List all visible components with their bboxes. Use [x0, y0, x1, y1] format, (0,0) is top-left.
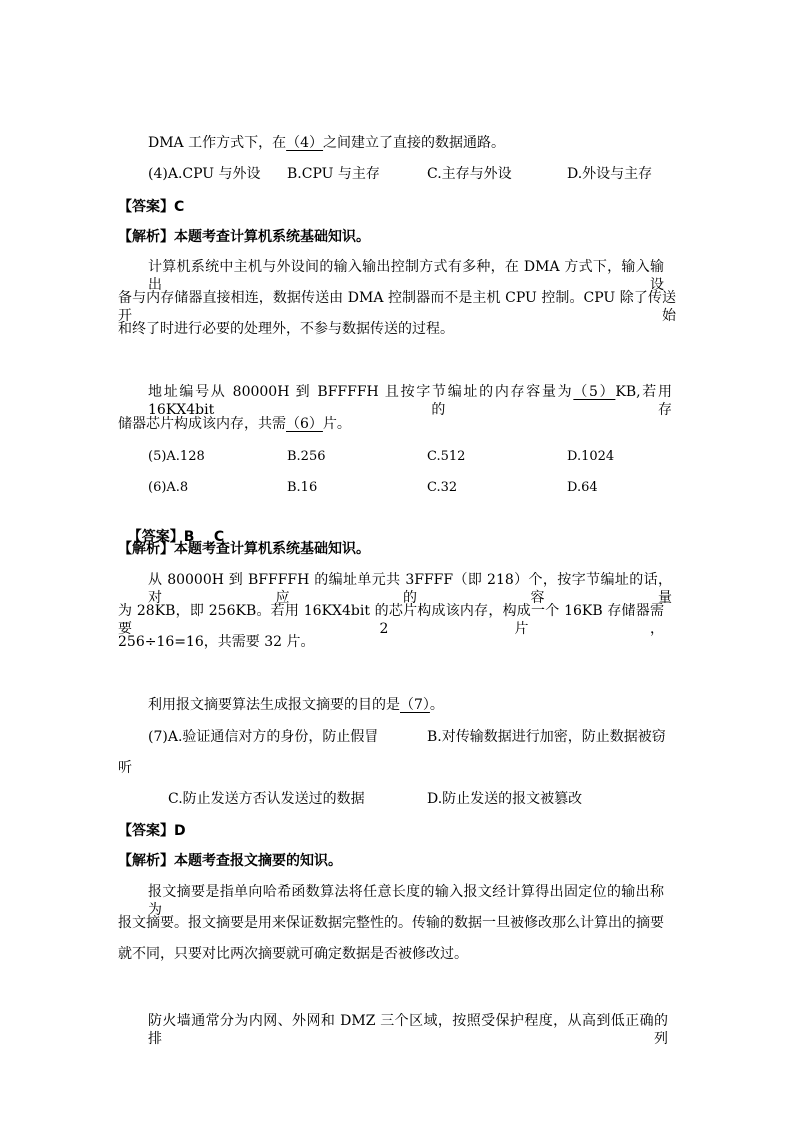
answer-3: 【答案】D — [118, 823, 186, 839]
option-6b: B.16 — [287, 480, 318, 495]
blank-5: （5） — [573, 384, 616, 400]
option-7d: D.防止发送的报文被篡改 — [427, 791, 583, 807]
q56-stem-line1: 地址编号从 80000H 到 BFFFFH 且按字节编址的内存容量为（5）KB,若用 16KX4bit 的存 — [148, 384, 672, 418]
answer-1: 【答案】C — [118, 199, 185, 215]
option-7c: C.防止发送方否认发送过的数据 — [168, 791, 365, 807]
option-4b: B.CPU 与主存 — [287, 166, 380, 182]
analysis-1-line: 计算机系统中主机与外设间的输入输出控制方式有多种，在 DMA 方式下，输入输出设 — [148, 259, 664, 293]
option-6a: (6)A.8 — [148, 480, 189, 495]
q56-stem-line2: 储器芯片构成该内存，共需（6）片。 — [118, 416, 351, 432]
analysis-3-line: 报文摘要。报文摘要是用来保证数据完整性的。传输的数据一旦被修改那么计算出的摘要 — [118, 915, 664, 931]
analysis-2-heading: 【解析】本题考查计算机系统基础知识。 — [118, 541, 370, 557]
q4-stem: DMA 工作方式下，在（4）之间建立了直接的数据通路。 — [148, 135, 506, 151]
blank-7: （7） — [400, 697, 430, 713]
option-5b: B.256 — [287, 449, 326, 464]
answer-2: 【答案】B C — [127, 529, 225, 545]
option-7b: B.对传输数据进行加密，防止数据被窃 — [427, 729, 666, 745]
analysis-3-heading: 【解析】本题考查报文摘要的知识。 — [118, 853, 342, 869]
option-4d: D.外设与主存 — [567, 166, 653, 182]
option-5a: (5)A.128 — [148, 449, 205, 464]
analysis-3-line: 就不同，只要对比两次摘要就可确定数据是否被修改过。 — [118, 946, 468, 962]
option-6d: D.64 — [567, 480, 598, 495]
analysis-1-heading: 【解析】本题考查计算机系统基础知识。 — [118, 229, 370, 245]
blank-4: （4） — [286, 135, 324, 151]
option-6c: C.32 — [427, 480, 458, 495]
option-5d: D.1024 — [567, 449, 615, 464]
analysis-1-line: 备与内存储器直接相连，数据传送由 DMA 控制器而不是主机 CPU 控制。CPU 除了传送开始 — [118, 290, 676, 324]
q7-stem: 利用报文摘要算法生成报文摘要的目的是（7）。 — [148, 697, 444, 713]
option-4c: C.主存与外设 — [427, 166, 512, 182]
analysis-3-line: 报文摘要是指单向哈希函数算法将任意长度的输入报文经计算得出固定位的输出称为 — [148, 884, 664, 918]
option-7b-wrap: 听 — [118, 760, 132, 776]
analysis-2-line: 为 28KB，即 256KB。若用 16KX4bit 的芯片构成该内存，构成一个 16KB 存储器需要 2 片， — [118, 603, 664, 637]
blank-6: （6） — [286, 416, 323, 432]
analysis-2-line: 256÷16=16，共需要 32 片。 — [118, 634, 315, 650]
analysis-1-line: 和终了时进行必要的处理外，不参与数据传送的过程。 — [118, 321, 454, 337]
analysis-2-line: 从 80000H 到 BFFFFH 的编址单元共 3FFFF（即 218）个，按字节编址的话，对应的容量 — [148, 572, 672, 606]
option-4a: (4)A.CPU 与外设 — [148, 166, 261, 182]
q8-stem: 防火墙通常分为内网、外网和 DMZ 三个区域，按照受保护程度，从高到低正确的排列 — [148, 1013, 668, 1047]
option-7a: (7)A.验证通信对方的身份，防止假冒 — [148, 729, 379, 745]
option-5c: C.512 — [427, 449, 466, 464]
